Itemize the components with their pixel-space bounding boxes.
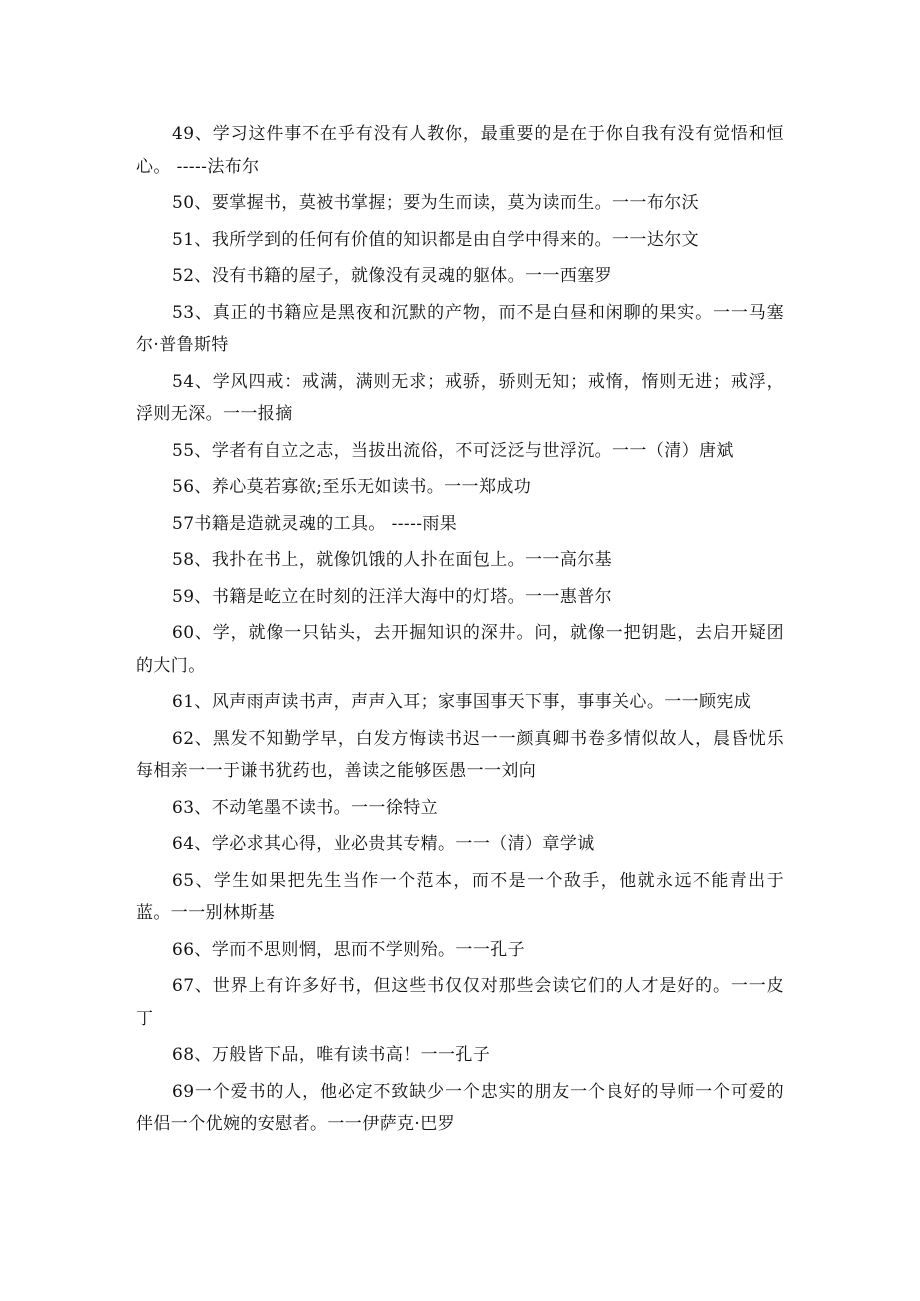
quote-69: 69一个爱书的人，他必定不致缺少一个忠实的朋友一个良好的导师一个可爱的伴侣一个优婉的安慰者。一一伊萨克·巴罗 <box>136 1081 784 1134</box>
quote-56: 56、养心莫若寡欲;至乐无如读书。一一郑成功 <box>172 477 532 497</box>
quote-55: 55、学者有自立之志，当拔出流俗，不可泛泛与世浮沉。一一（清）唐斌 <box>172 440 734 461</box>
quote-58: 58、我扑在书上，就像饥饿的人扑在面包上。一一高尔基 <box>172 550 613 570</box>
quote-65: 65、学生如果把先生当作一个范本，而不是一个敌手，他就永远不能青出于蓝。一一别林斯基 <box>136 870 784 923</box>
quote-59: 59、书籍是屹立在时刻的汪洋大海中的灯塔。一一惠普尔 <box>172 586 613 607</box>
quote-57: 57书籍是造就灵魂的工具。 -----雨果 <box>172 513 458 534</box>
quote-63: 63、不动笔墨不读书。一一徐特立 <box>172 797 439 818</box>
quote-66: 66、学而不思则惘，思而不学则殆。一一孔子 <box>172 939 526 960</box>
quote-51: 51、我所学到的任何有价值的知识都是由自学中得来的。一一达尔文 <box>172 229 700 250</box>
quote-60: 60、学，就像一只钻头，去开掘知识的深井。问，就像一把钥匙，去启开疑团的大门。 <box>136 623 784 676</box>
quote-49: 49、学习这件事不在乎有没有人教你，最重要的是在于你自我有没有觉悟和恒心。 -----法布尔 <box>136 124 784 177</box>
quote-68: 68、万般皆下品，唯有读书高！一一孔子 <box>172 1045 491 1065</box>
quote-54: 54、学风四戒：戒满，满则无求；戒骄，骄则无知；戒惰，惰则无进；戒浮，浮则无深。一一报摘 <box>136 371 784 424</box>
quote-53: 53、真正的书籍应是黑夜和沉默的产物，而不是白昼和闲聊的果实。一一马塞尔·普鲁斯特 <box>136 302 784 355</box>
quote-64: 64、学必求其心得，业必贵其专精。一一（清）章学诚 <box>172 834 595 854</box>
quote-52: 52、没有书籍的屋子，就像没有灵魂的躯体。一一西塞罗 <box>172 266 613 286</box>
document-body <box>136 118 784 1145</box>
quote-67: 67、世界上有许多好书，但这些书仅仅对那些会读它们的人才是好的。一一皮丁 <box>136 976 784 1029</box>
quote-62: 62、黑发不知勤学早，白发方悔读书迟一一颜真卿书卷多情似故人，晨昏忧乐每相亲一一于谦书犹药也，善读之能够医愚一一刘向 <box>136 728 784 781</box>
quote-61: 61、风声雨声读书声，声声入耳；家事国事天下事，事事关心。一一顾宪成 <box>172 692 752 712</box>
quote-50: 50、要掌握书，莫被书掌握；要为生而读，莫为读而生。一一布尔沃 <box>172 193 700 213</box>
